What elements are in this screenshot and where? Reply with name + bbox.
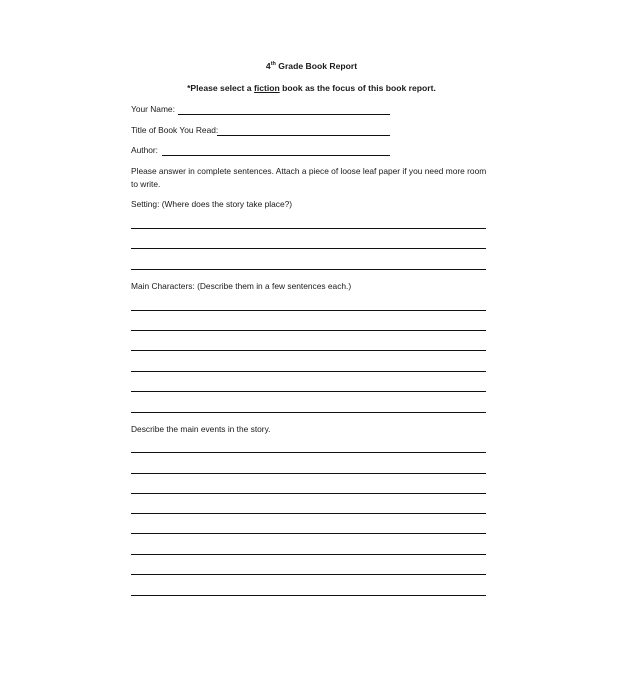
events-answer-line-7[interactable] <box>131 574 486 575</box>
events-answer-line-6[interactable] <box>131 554 486 555</box>
your-name-label: Your Name: <box>131 104 175 114</box>
book-title-label: Title of Book You Read: <box>131 125 219 135</box>
title-text: Grade Book Report <box>275 61 358 71</box>
setting-answer-line-2[interactable] <box>131 248 486 249</box>
title-grade-number: 4 <box>265 61 271 71</box>
main-events-prompt: Describe the main events in the story. <box>131 424 271 434</box>
book-title-field[interactable] <box>217 135 390 136</box>
events-answer-line-8[interactable] <box>131 595 486 596</box>
page-title <box>0 61 623 71</box>
fiction-instruction <box>0 83 623 93</box>
setting-answer-line-1[interactable] <box>131 228 486 229</box>
events-answer-line-1[interactable] <box>131 452 486 453</box>
characters-answer-line-4[interactable] <box>131 371 486 372</box>
characters-answer-line-5[interactable] <box>131 391 486 392</box>
characters-answer-line-6[interactable] <box>131 412 486 413</box>
title-superscript: th <box>270 61 276 67</box>
instruction-emphasis: fiction <box>253 83 280 93</box>
characters-answer-line-2[interactable] <box>131 330 486 331</box>
events-answer-line-2[interactable] <box>131 473 486 474</box>
author-label: Author: <box>131 145 159 155</box>
characters-answer-line-3[interactable] <box>131 350 486 351</box>
author-field[interactable] <box>162 155 390 156</box>
main-characters-prompt: Main Characters: (Describe them in a few sentences each.) <box>131 281 352 291</box>
characters-answer-line-1[interactable] <box>131 310 486 311</box>
events-answer-line-5[interactable] <box>131 533 486 534</box>
setting-prompt: Setting: (Where does the story take place?) <box>131 199 293 209</box>
setting-answer-line-3[interactable] <box>131 269 486 270</box>
your-name-field[interactable] <box>178 114 390 115</box>
instruction-text-after: book as the focus of this book report. <box>279 83 436 93</box>
instruction-text-before: *Please select a <box>187 83 254 93</box>
events-answer-line-3[interactable] <box>131 493 486 494</box>
events-answer-line-4[interactable] <box>131 513 486 514</box>
directions-text: Please answer in complete sentences. Attach a piece of loose leaf paper if you need more room to write. <box>131 166 487 189</box>
